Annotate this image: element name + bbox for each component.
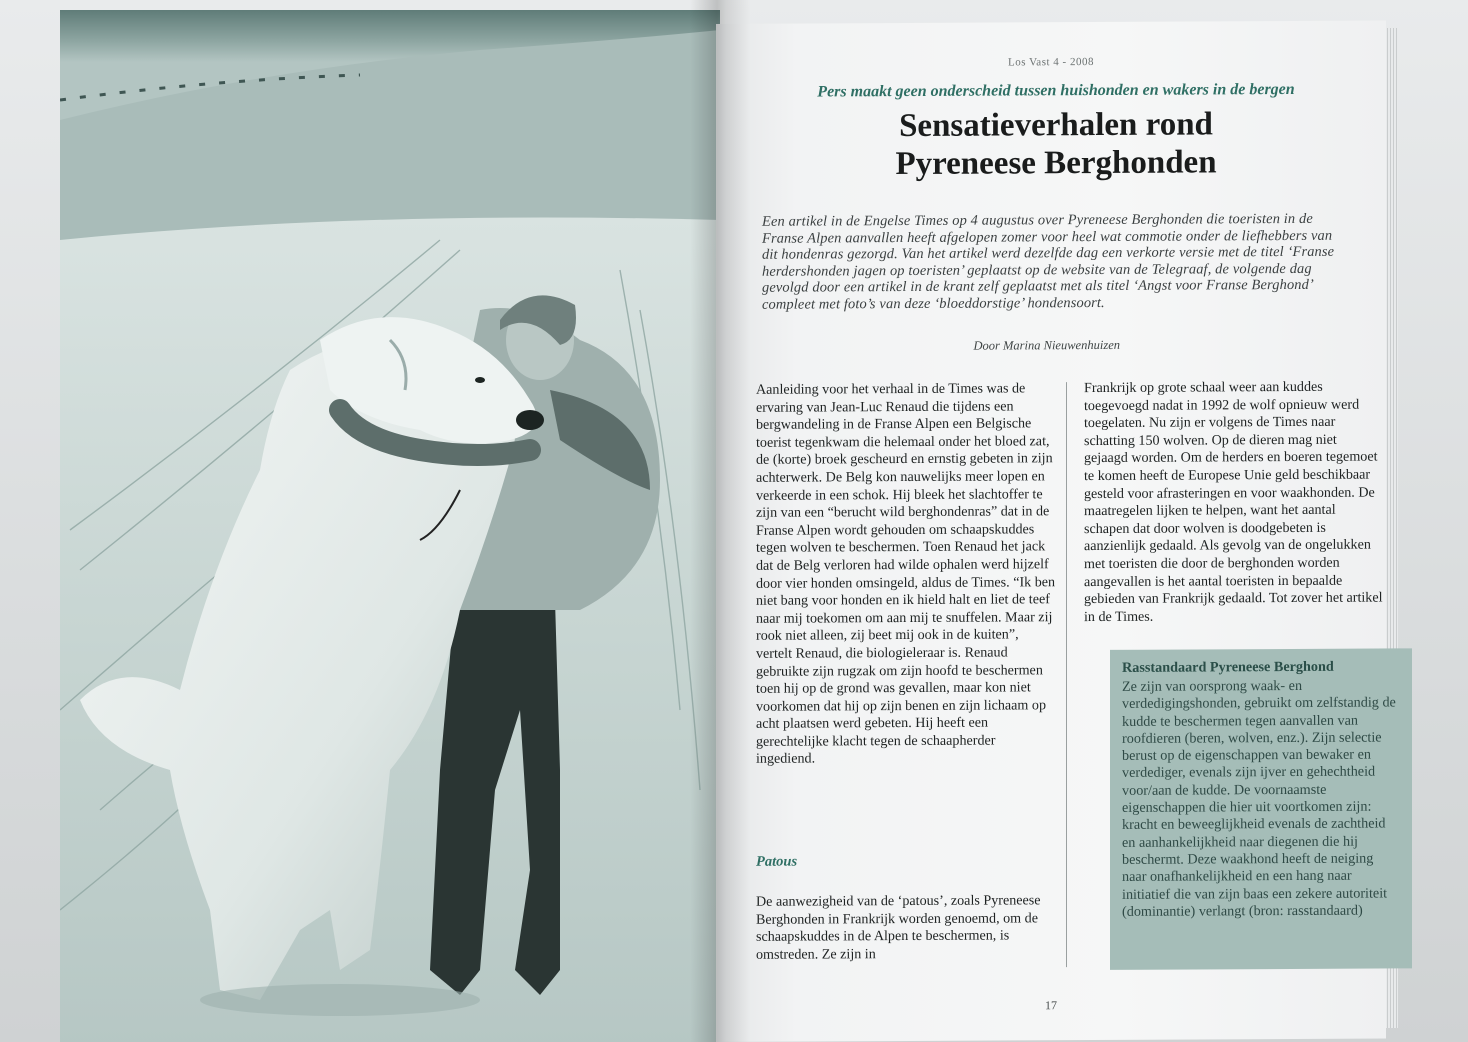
body-paragraph: Aanleiding voor het verhaal in de Times was de ervaring van Jean-Luc Renaud die tijdens een bergwandeling in de Franse Alpen een Belgische toerist tegenkwam die helemaal onder het bloed zat, de (korte) broek gescheurd en ernstig gebeten in zijn achterwerk. De Belg kon nauwelijks meer lopen en verkeerde in een schok. Hij bleek het slachtoffer te zijn van een “berucht wild berghondenras” dat in de Franse Alpen wordt gehouden om schaapskuddes tegen wolven te beschermen. Toen Renaud het jack dat de Belg verloren had wilde ophalen werd hijzelf door vier honden omsingeld, aldus de Times. “Ik ben niet bang voor honden en ik hield halt en liet de teef naar mij toekomen om aan mij te snuffelen. Maar zij rook niet alleen, zij beet mij ook in de kuiten”, vertelt Renaud, die biologieleraar is. Renaud gebruikte zijn rugzak om zijn hoofd te beschermen toen hij op de grond was gevallen, maar kon niet voorkomen dat hij op zijn benen en zijn lichaam op acht plaatsen werd gebeten. Hij heeft een gerechtelijke klacht tegen de schaapherder ingediend. <box>756 380 1056 768</box>
intro-paragraph: Een artikel in de Engelse Times op 4 augustus over Pyreneese Berghonden die toeristen in de Franse Alpen aanvallen heeft afgelopen zomer voor heel wat commotie onder de liefhebbers van dit hondenras gezorgd. Van het artikel werd dezelfde dag een verkorte versie met de titel ‘Franse herdershonden jagen op toeristen’ geplaatst op de website van de Telegraaf, de volgende dag gevolgd door een artikel in de krant zelf geplaatst met als titel ‘Angst voor Franse Berghond’ compleet met foto’s van deze ‘bloeddorstige’ hondensoort. <box>762 210 1335 313</box>
left-page <box>60 10 720 1042</box>
body-column-1 <box>756 380 1058 769</box>
page-number: 17 <box>1045 998 1057 1013</box>
running-head: Los Vast 4 - 2008 <box>1008 56 1094 69</box>
article-title-line-1: Sensatieverhalen rond <box>899 106 1213 145</box>
right-page <box>716 20 1396 1042</box>
subheading-patous: Patous <box>756 853 798 870</box>
photo-woman-hugging-pyrenean-mountain-dog-in-snow <box>60 10 720 1042</box>
sidebar-box-title: Rasstandaard Pyreneese Berghond <box>1122 658 1334 676</box>
article-title <box>756 105 1356 184</box>
sidebar-box-text: Ze zijn van oorsprong waak- en verdedigingshonden, gebruikt om zelfstandig de kudde te beschermen tegen aanvallen van roofdieren (beren, wolven, enz.). Zijn selectie berust op de eigenschappen van bewaker en verdediger, evenals zijn ijver en gehechtheid voor/aan de kudde. De voornaamste eigenschappen die hier uit voortkomen zijn: kracht en beweeglijkheid evenals de zachtheid en aanhankelijkheid naar diegenen die hij beschermt. Deze waakhond heeft de neiging naar onafhankelijkheid en een hang naar initiatief die van zijn baas een zekere autoriteit (dominantie) verlangt (bron: rasstandaard) <box>1122 677 1396 920</box>
body-paragraph: De aanwezigheid van de ‘patous’, zoals Pyreneese Berghonden in Frankrijk worden genoemd, om de schaapskuddes in de Alpen te beschermen, is omstreden. Ze zijn in <box>756 892 1041 963</box>
body-column-1-continued <box>756 892 1061 964</box>
kicker-headline: Pers maakt geen onderscheid tussen huishonden en wakers in de bergen <box>817 80 1295 101</box>
byline: Door Marina Nieuwenhuizen <box>973 337 1120 353</box>
dog-photo <box>60 10 720 1042</box>
sidebar-box <box>1110 648 1412 970</box>
body-column-2 <box>1084 379 1384 627</box>
column-divider <box>1066 382 1067 967</box>
article-title-line-2: Pyreneese Berghonden <box>895 144 1217 183</box>
body-paragraph: Frankrijk op grote schaal weer aan kuddes toegevoegd nadat in 1992 de wolf opnieuw werd toegelaten. Nu zijn er volgens de Times naar schatting 150 wolven. Op de dieren mag niet gejaagd worden. Om de herders en boeren tegemoet te komen heeft de Europese Unie geld beschikbaar gesteld voor afrasteringen en voor waakhonden. De maatregelen lijken te helpen, want het aantal schapen dat door wolven is doodgebeten is aanzienlijk gedaald. Als gevolg van de ongelukken met toeristen die door de berghonden worden aangevallen is het aantal toeristen in bepaalde gebieden van Frankrijk gedaald. Tot zover het artikel in de Times. <box>1084 378 1383 625</box>
